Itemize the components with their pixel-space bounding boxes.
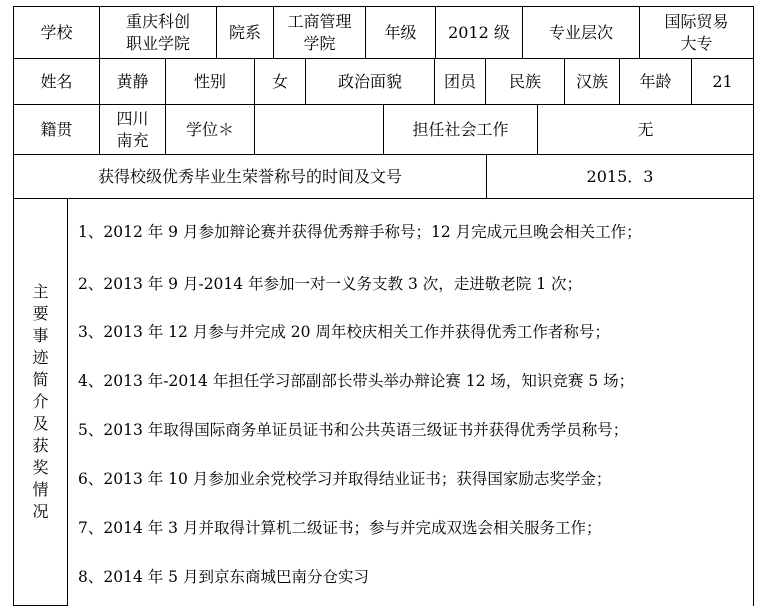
age-label: 年龄 [639, 71, 672, 91]
role-value: 无 [637, 119, 654, 139]
degree-value-cell [254, 104, 384, 155]
school-value-line2: 职业学院 [125, 33, 190, 53]
name-label-cell [13, 58, 100, 105]
age-value: 21 [712, 71, 733, 91]
name-value-cell [99, 58, 166, 105]
origin-line2: 南充 [116, 130, 149, 150]
grade-label-cell [365, 6, 436, 59]
label-line: 事迹 [32, 326, 49, 367]
gender-label: 性别 [193, 71, 226, 91]
political-label-cell [305, 58, 435, 105]
label-line: 奖情 [32, 458, 49, 499]
achievement-item: 3、2013 年 12 月参与并完成 20 周年校庆相关工作并获得优秀工作者称号； [78, 323, 610, 341]
origin-line1: 四川 [116, 108, 149, 128]
gender-value-cell [254, 58, 306, 105]
level-label-cell [522, 6, 640, 59]
achievement-item: 6、2013 年 10 月参加业余党校学习并取得结业证书；获得国家励志奖学金； [78, 470, 612, 488]
age-value-cell [691, 58, 754, 105]
achievement-item: 7、2014 年 3 月并取得计算机二级证书；参与并完成双选会相关服务工作； [78, 519, 602, 537]
ethnic-value: 汉族 [575, 71, 608, 91]
degree-label-cell [165, 104, 255, 155]
dept-label: 院系 [228, 22, 261, 42]
achievement-item: 5、2013 年取得国际商务单证员证书和公共英语三级证书并获得优秀学员称号； [78, 421, 629, 439]
gender-label-cell [165, 58, 255, 105]
achievements-label [28, 281, 54, 523]
degree-label: 学位＊ [185, 119, 234, 139]
achievement-item: 4、2013 年-2014 年担任学习部副部长带头举办辩论赛 12 场，知识竞赛 5 场； [78, 372, 635, 390]
label-line: 简介 [32, 370, 49, 411]
political-label: 政治面貌 [337, 71, 402, 91]
role-label: 担任社会工作 [412, 119, 509, 139]
name-value: 黄静 [116, 71, 149, 91]
dept-value-line2: 学院 [303, 33, 336, 53]
achievement-item: 8、2014 年 5 月到京东商城巴南分仓实习 [78, 568, 369, 586]
school-label-cell [13, 6, 100, 59]
school-label: 学校 [40, 22, 73, 42]
achievements-label-cell [13, 198, 68, 606]
political-value-cell [434, 58, 486, 105]
ethnic-label: 民族 [508, 71, 541, 91]
origin-label-cell [13, 104, 100, 155]
ethnic-label-cell [485, 58, 565, 105]
age-label-cell [619, 58, 692, 105]
role-label-cell [383, 104, 538, 155]
political-value: 团员 [443, 71, 476, 91]
name-label: 姓名 [40, 71, 73, 91]
school-value-cell [99, 6, 217, 59]
grade-value-cell [435, 6, 523, 59]
honor-label: 获得校级优秀毕业生荣誉称号的时间及文号 [97, 166, 402, 186]
gender-value: 女 [271, 71, 288, 91]
ethnic-value-cell [564, 58, 620, 105]
grade-value: 2012 级 [448, 22, 510, 42]
achievement-item: 2、2013 年 9 月-2014 年参加一对一义务支教 3 次，走进敬老院 1 次； [78, 275, 582, 293]
achievement-item: 1、2012 年 9 月参加辩论赛并获得优秀辩手称号；12 月完成元旦晚会相关工作； [78, 223, 642, 241]
honor-label-cell [13, 154, 487, 199]
dept-value-line1: 工商管理 [287, 11, 352, 31]
honor-value: 2015．3 [586, 166, 654, 186]
grade-label: 年级 [384, 22, 417, 42]
school-value-line1: 重庆科创 [125, 11, 190, 31]
major-value-cell [639, 6, 754, 59]
major-line2: 大专 [680, 33, 713, 53]
label-line: 主要 [32, 282, 49, 323]
level-label: 专业层次 [548, 22, 613, 42]
honor-value-cell [486, 154, 754, 199]
dept-value-cell [273, 6, 366, 59]
origin-label: 籍贯 [40, 119, 73, 139]
achievements-list-cell [67, 198, 754, 606]
label-line: 及获 [32, 414, 49, 455]
dept-label-cell [216, 6, 274, 59]
label-line: 况 [32, 502, 49, 521]
major-line1: 国际贸易 [664, 11, 729, 31]
role-value-cell [537, 104, 754, 155]
origin-value-cell [99, 104, 166, 155]
